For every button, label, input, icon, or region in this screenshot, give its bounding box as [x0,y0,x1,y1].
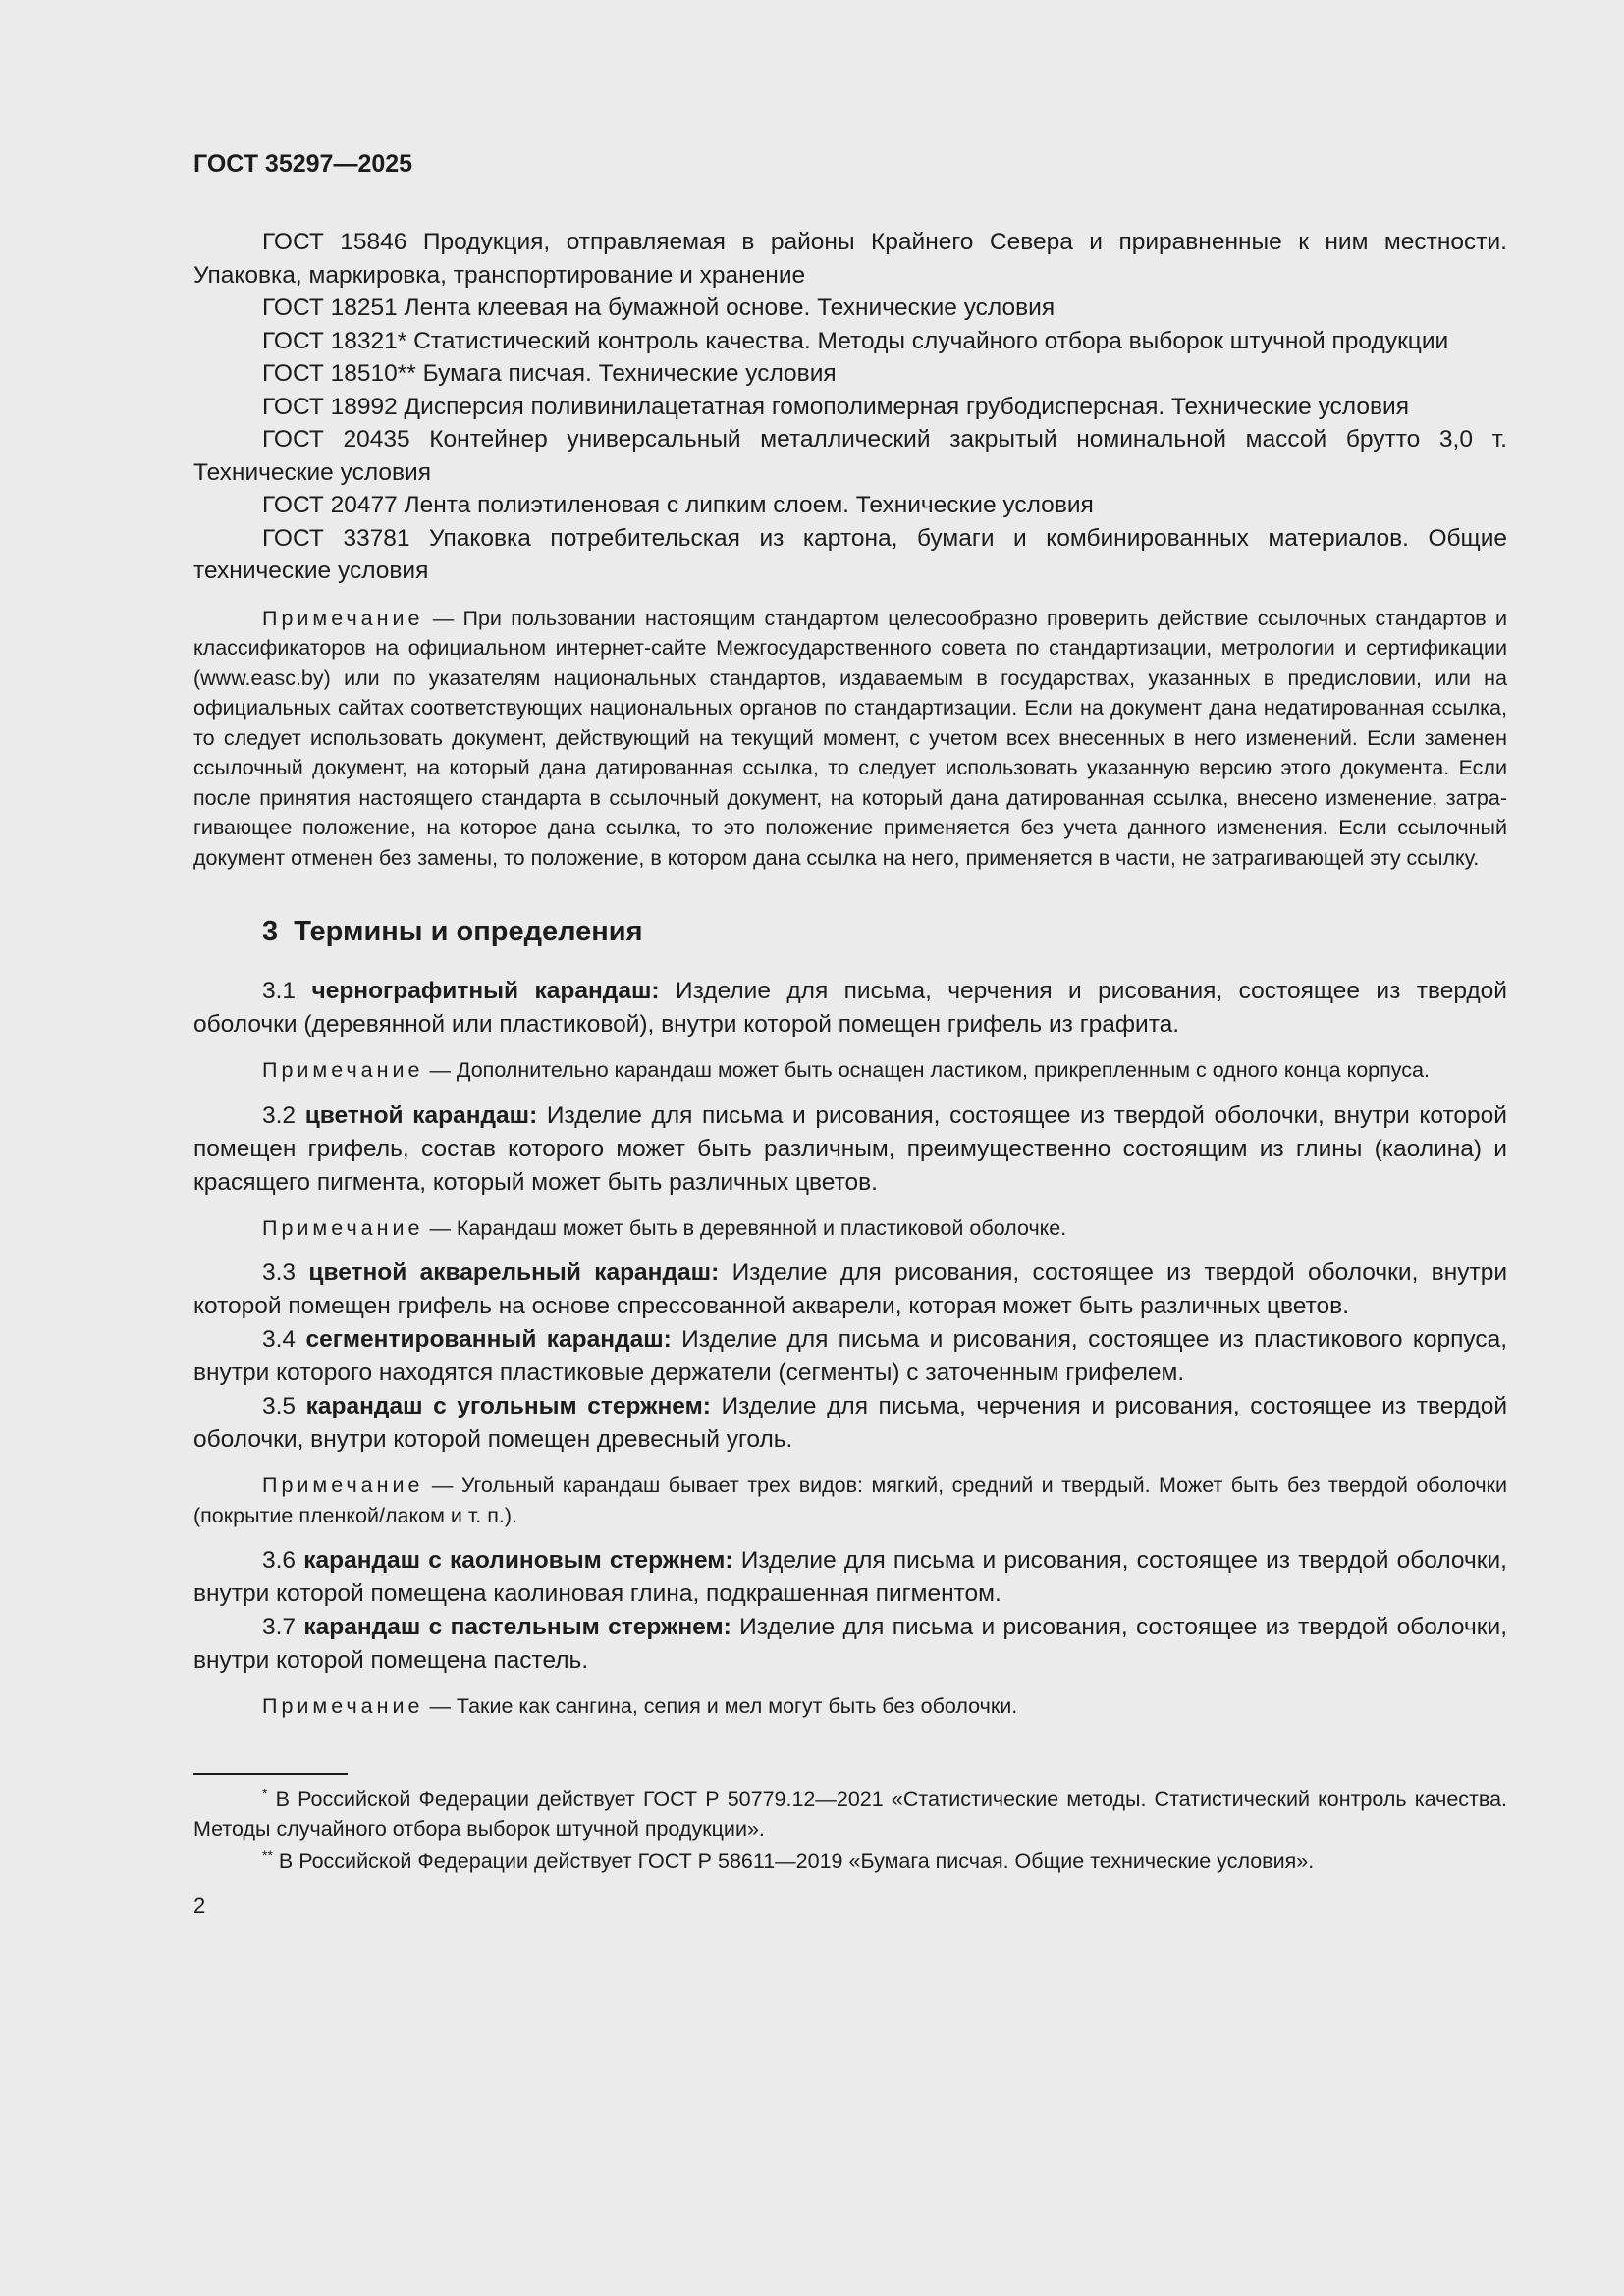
term-name: чернографитный карандаш: [311,978,660,1004]
term-note [193,1213,1507,1244]
term-text: Изделие для письма и рисования, состоящее из твердой оболочки, внутри которой помещен грифель, состав которого может быть различным, преимущественно состоящим из глины (каолина) и красящего пигмента, который может быть различных цветов. [193,1101,1507,1196]
note-label: Примечание [262,606,424,630]
note-text: — Дополнительно карандаш может быть оснащен ластиком, прикрепленным с одного конца корпуса. [429,1058,1430,1082]
reference-code: ГОСТ 33781 [262,524,410,552]
reference-item [193,522,1507,588]
term-definition [193,1256,1507,1323]
note-text: — Угольный карандаш бывает трех видов: мягкий, средний и твердый. Может быть без твердой оболочки (покрытие пленкой/лаком и т. п.). [193,1473,1507,1527]
reference-title: Статистический контроль качества. Методы случайного отбора выборок штучной продукции [413,327,1449,354]
term-note [193,1470,1507,1530]
term-number: 3.6 [262,1547,297,1574]
note-label: Примечание [262,1215,424,1240]
footnote-mark: * [262,1785,268,1801]
section-heading [262,912,1507,951]
reference-title: Лента клеевая на бумажной основе. Технические условия [404,294,1056,321]
reference-title: Продукция, отправляемая в районы Крайнего Севера и приравненные к ним местности. Упаковка, маркировка, транспортирование и хранение [193,229,1507,289]
term-number: 3.4 [262,1326,297,1353]
term-note [193,1055,1507,1086]
reference-item [193,489,1507,522]
term-definition [193,1611,1507,1678]
reference-item [193,423,1507,489]
footnote-text: В Российской Федерации действует ГОСТ Р 58611—2019 «Бумага писчая. Общие технические условия». [278,1848,1315,1873]
term-name: карандаш с каолиновым стержнем: [303,1547,733,1574]
reference-title: Контейнер универсальный металлический закрытый номинальной массой брутто 3,0 т. Технические условия [193,426,1507,486]
reference-code: ГОСТ 18321* [262,327,407,354]
section-number: 3 [262,916,279,947]
references-note [193,604,1507,874]
term-text: Изделие для письма и рисования, состоящее из твердой оболочки, внутри которой помещена каолиновая глина, подкрашенная пигментом. [193,1547,1507,1607]
term-name: карандаш с пастельным стержнем: [303,1614,731,1640]
reference-code: ГОСТ 20435 [262,426,410,453]
page-number: 2 [193,1894,206,1918]
reference-title: Дисперсия поливинилацетатная гомополимерная грубодисперсная. Технические условия [404,393,1409,420]
term-definition [193,1544,1507,1611]
term-number: 3.7 [262,1614,297,1640]
term-name: цветной карандаш: [304,1101,538,1129]
note-text: — Такие как сангина, сепия и мел могут быть без оболочки. [429,1694,1018,1718]
term-number: 3.5 [262,1393,297,1419]
term-number: 3.2 [262,1101,297,1129]
term-text: Изделие для письма и рисования, состоящее из пластикового корпуса, внутри которого находятся пластиковые держатели (сегменты) с заточенным грифелем. [193,1326,1508,1386]
term-definition [193,975,1507,1041]
footnote-mark: ** [262,1846,273,1863]
term-definition [193,1323,1507,1390]
note-label: Примечание [262,1473,424,1497]
reference-item [193,357,1507,391]
note-text: — При пользовании настоящим стандартом целесообразно проверить действие ссылочных стандартов и классификаторов на официальном интернет-сайте Межгосударственного совета по стандартизации, метрологии и сертификации (www.easc.by) или по указателям национальных стандартов, издаваемым в государствах, указанных в предисловии, или на официальных сайтах соответствующих национальных органов по стандартизации. Если на документ дана недатированная ссылка, то следует использовать документ, действующий на текущий момент, с учетом всех внесенных в него изменений. Если заменен ссылочный документ, на который дана датированная ссылка, то следует использовать указанную версию этого документа. Если после принятия настоящего стандарта в ссылочный документ, на который дана датированная ссылка, внесено изменение, затрагивающее положение, на которое дана ссылка, то это положение применяется без учета данного изменения. Если ссылочный документ отменен без замены, то положение, в котором дана ссылка на него, применяется в части, не затрагивающей эту ссылку. [193,606,1507,870]
reference-item [193,325,1507,358]
term-name: цветной акварельный карандаш: [308,1259,720,1286]
term-text: Изделие для письма, черчения и рисования, состоящее из твердой оболочки, внутри которой помещен древесный уголь. [193,1393,1508,1453]
reference-code: ГОСТ 20477 [262,492,398,518]
reference-code: ГОСТ 18251 [262,294,398,321]
footnote [193,1846,1507,1877]
footnote-text: В Российской Федерации действует ГОСТ Р 50779.12—2021 «Статистические методы. Статистический контроль качества. Методы случайного отбора выборок штучной продукции». [193,1787,1507,1841]
footnote-divider [193,1773,348,1775]
reference-code: ГОСТ 18510** [262,360,416,387]
reference-item [193,226,1507,292]
reference-item [193,292,1507,325]
note-text: — Карандаш может быть в деревянной и пластиковой оболочке. [429,1215,1067,1240]
section-title: Термины и определения [294,916,643,947]
term-definition [193,1390,1507,1457]
reference-title: Лента полиэтиленовая с липким слоем. Технические условия [404,492,1094,518]
term-definition [193,1099,1507,1200]
term-text: Изделие для письма и рисования, состоящее из твердой оболочки, внутри которой помещена пастель. [193,1614,1507,1674]
term-text: Изделие для письма, черчения и рисования, состоящее из твердой оболочки (деревянной или пластиковой), внутри которой помещен грифель из графита. [193,978,1507,1038]
note-label: Примечание [262,1694,424,1718]
term-number: 3.1 [262,978,297,1004]
note-label: Примечание [262,1058,424,1082]
term-note [193,1691,1507,1722]
page-content [193,147,1507,1921]
term-name: карандаш с угольным стержнем: [305,1393,711,1419]
term-number: 3.3 [262,1259,297,1286]
document-header: ГОСТ 35297—2025 [193,150,413,178]
reference-title: Бумага писчая. Технические условия [422,360,837,387]
references-list [193,226,1507,588]
reference-item [193,391,1507,424]
reference-code: ГОСТ 15846 [262,229,407,255]
reference-title: Упаковка потребительская из картона, бумаги и комбинированных материалов. Общие технические условия [193,524,1508,584]
term-name: сегментированный карандаш: [305,1326,672,1353]
term-text: Изделие для рисования, состоящее из твердой оболочки, внутри которой помещен грифель на основе спрессованной акварели, которая может быть различных цветов. [193,1259,1508,1319]
reference-code: ГОСТ 18992 [262,393,398,420]
footnote [193,1785,1507,1844]
